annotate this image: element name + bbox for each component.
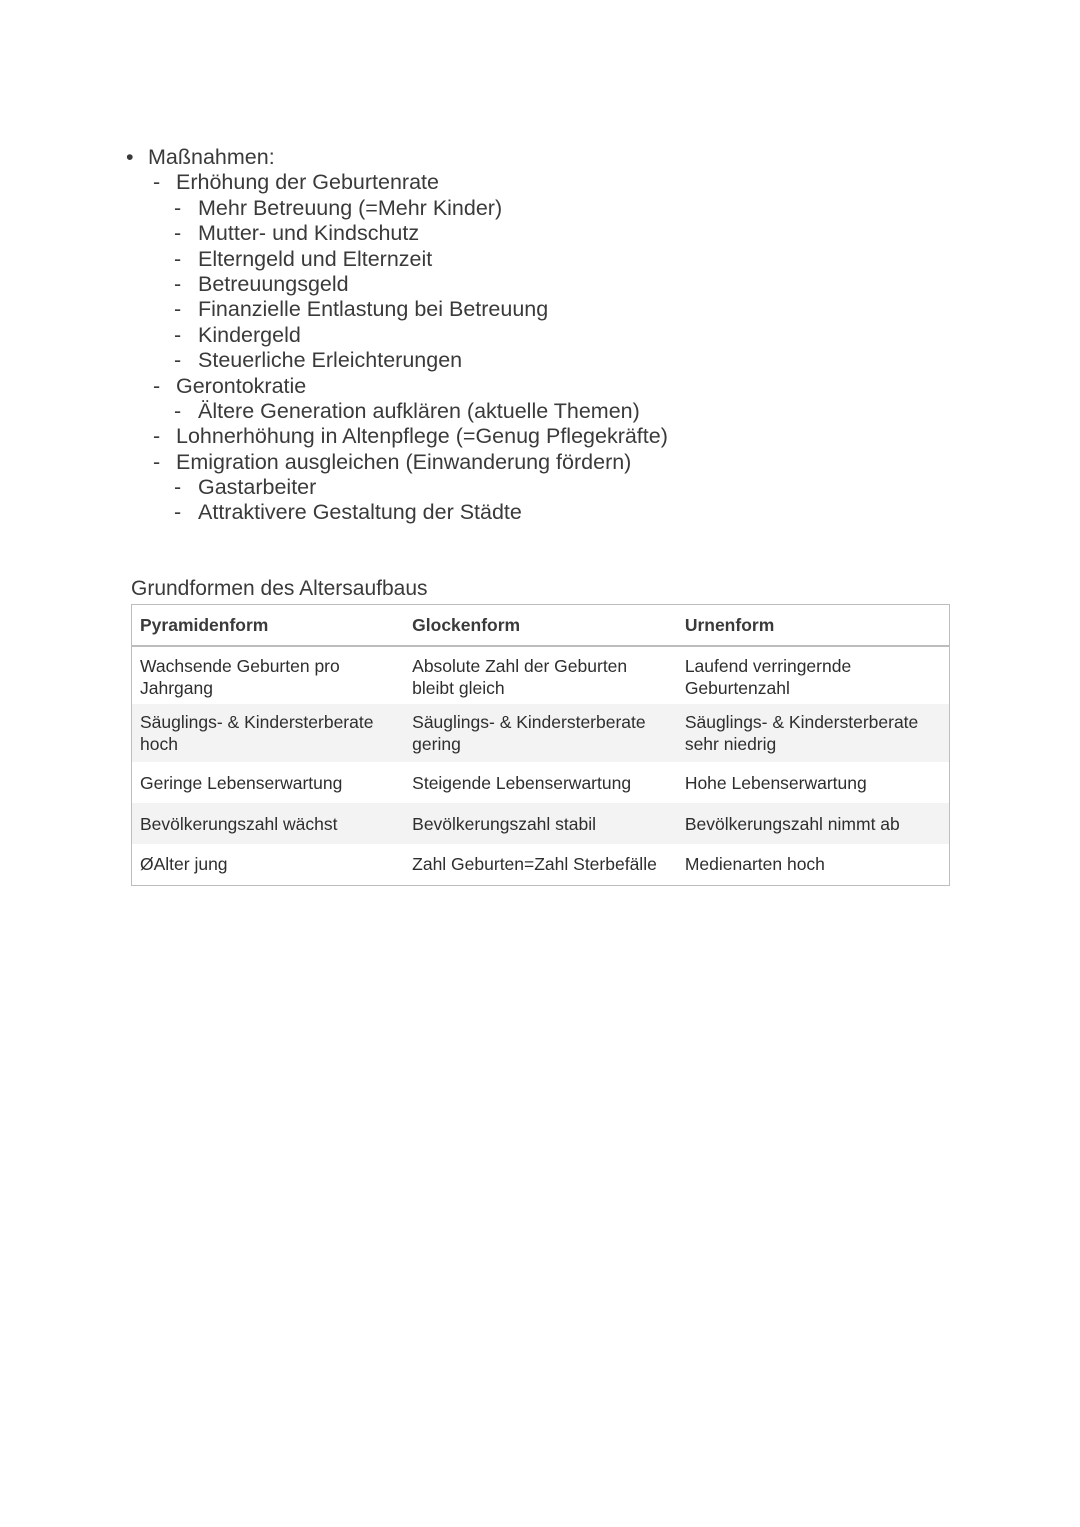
outline-item-text: Attraktivere Gestaltung der Städte bbox=[198, 500, 522, 525]
outline-item bbox=[0, 399, 1080, 424]
outline-item-text: Kindergeld bbox=[198, 322, 301, 347]
outline-item bbox=[0, 475, 1080, 500]
table-row bbox=[132, 844, 950, 885]
outline-item-text: Mehr Betreuung (=Mehr Kinder) bbox=[198, 195, 503, 220]
table-header-cell: Pyramidenform bbox=[132, 605, 405, 647]
outline-item-text: Lohnerhöhung in Altenpflege (=Genug Pflegekräfte) bbox=[176, 424, 668, 449]
dash-marker: - bbox=[153, 424, 161, 449]
dash-marker: - bbox=[174, 221, 182, 246]
outline-item-text: Gastarbeiter bbox=[198, 475, 317, 500]
outline-item-text: Steuerliche Erleichterungen bbox=[198, 348, 463, 373]
dash-marker: - bbox=[174, 195, 182, 220]
outline-item-text: Elterngeld und Elternzeit bbox=[198, 246, 433, 271]
table-row bbox=[132, 762, 950, 803]
table-cell: Wachsende Geburten pro Jahrgang bbox=[140, 656, 340, 698]
outline-item-text: Emigration ausgleichen (Einwanderung fördern) bbox=[176, 449, 632, 474]
outline-item bbox=[0, 374, 1080, 399]
outline-item bbox=[0, 424, 1080, 449]
table-row bbox=[132, 646, 950, 704]
table-cell: Säuglings- & Kindersterberate hoch bbox=[140, 712, 374, 754]
table-cell: Absolute Zahl der Geburten bleibt gleich bbox=[412, 656, 628, 698]
dash-marker: - bbox=[153, 170, 161, 195]
table-cell: Säuglings- & Kindersterberate sehr niedrig bbox=[684, 712, 919, 754]
table-header-cell: Urnenform bbox=[677, 605, 950, 647]
table-cell: Medienarten hoch bbox=[684, 854, 825, 875]
measures-outline bbox=[0, 145, 1080, 526]
outline-item-text: Ältere Generation aufklären (aktuelle Themen) bbox=[198, 398, 640, 423]
table-cell: ØAlter jung bbox=[140, 854, 228, 875]
table-cell: Geringe Lebenserwartung bbox=[140, 772, 343, 793]
outline-item bbox=[0, 348, 1080, 373]
outline-item bbox=[0, 323, 1080, 348]
dash-marker: - bbox=[174, 271, 182, 296]
table-cell: Zahl Geburten=Zahl Sterbefälle bbox=[412, 854, 657, 875]
table-row bbox=[132, 704, 950, 762]
dash-marker: - bbox=[174, 246, 182, 271]
table-row bbox=[132, 803, 950, 844]
outline-item bbox=[0, 272, 1080, 297]
outline-item bbox=[0, 247, 1080, 272]
table-cell: Steigende Lebenserwartung bbox=[412, 772, 632, 793]
bullet-marker: • bbox=[126, 145, 134, 169]
dash-marker: - bbox=[174, 322, 182, 347]
age-structure-table bbox=[131, 604, 950, 886]
outline-item bbox=[0, 450, 1080, 475]
table-header-row bbox=[132, 605, 950, 647]
dash-marker: - bbox=[174, 475, 182, 500]
outline-item bbox=[0, 145, 1080, 170]
outline-item-text: Gerontokratie bbox=[176, 373, 307, 398]
outline-item bbox=[0, 221, 1080, 246]
outline-item-text: Finanzielle Entlastung bei Betreuung bbox=[198, 297, 549, 322]
dash-marker: - bbox=[153, 449, 161, 474]
table-cell: Bevölkerungszahl nimmt ab bbox=[684, 813, 900, 834]
table-cell: Säuglings- & Kindersterberate gering bbox=[412, 712, 646, 754]
dash-marker: - bbox=[174, 297, 182, 322]
outline-item bbox=[0, 297, 1080, 322]
outline-item-text: Maßnahmen: bbox=[148, 145, 275, 169]
outline-item bbox=[0, 500, 1080, 525]
table-header-cell: Glockenform bbox=[404, 605, 677, 647]
outline-item-text: Mutter- und Kindschutz bbox=[198, 221, 420, 246]
table-title: Grundformen des Altersaufbaus bbox=[131, 577, 428, 600]
table-cell: Laufend verringernde Geburtenzahl bbox=[684, 656, 852, 698]
table-cell: Bevölkerungszahl stabil bbox=[412, 813, 597, 834]
dash-marker: - bbox=[153, 373, 161, 398]
outline-item bbox=[0, 170, 1080, 195]
outline-item-text: Betreuungsgeld bbox=[198, 271, 349, 296]
table-cell: Bevölkerungszahl wächst bbox=[140, 813, 338, 834]
outline-item-text: Erhöhung der Geburtenrate bbox=[176, 170, 439, 195]
dash-marker: - bbox=[174, 398, 182, 423]
table-cell: Hohe Lebenserwartung bbox=[684, 772, 867, 793]
outline-item bbox=[0, 196, 1080, 221]
dash-marker: - bbox=[174, 348, 182, 373]
dash-marker: - bbox=[174, 500, 182, 525]
